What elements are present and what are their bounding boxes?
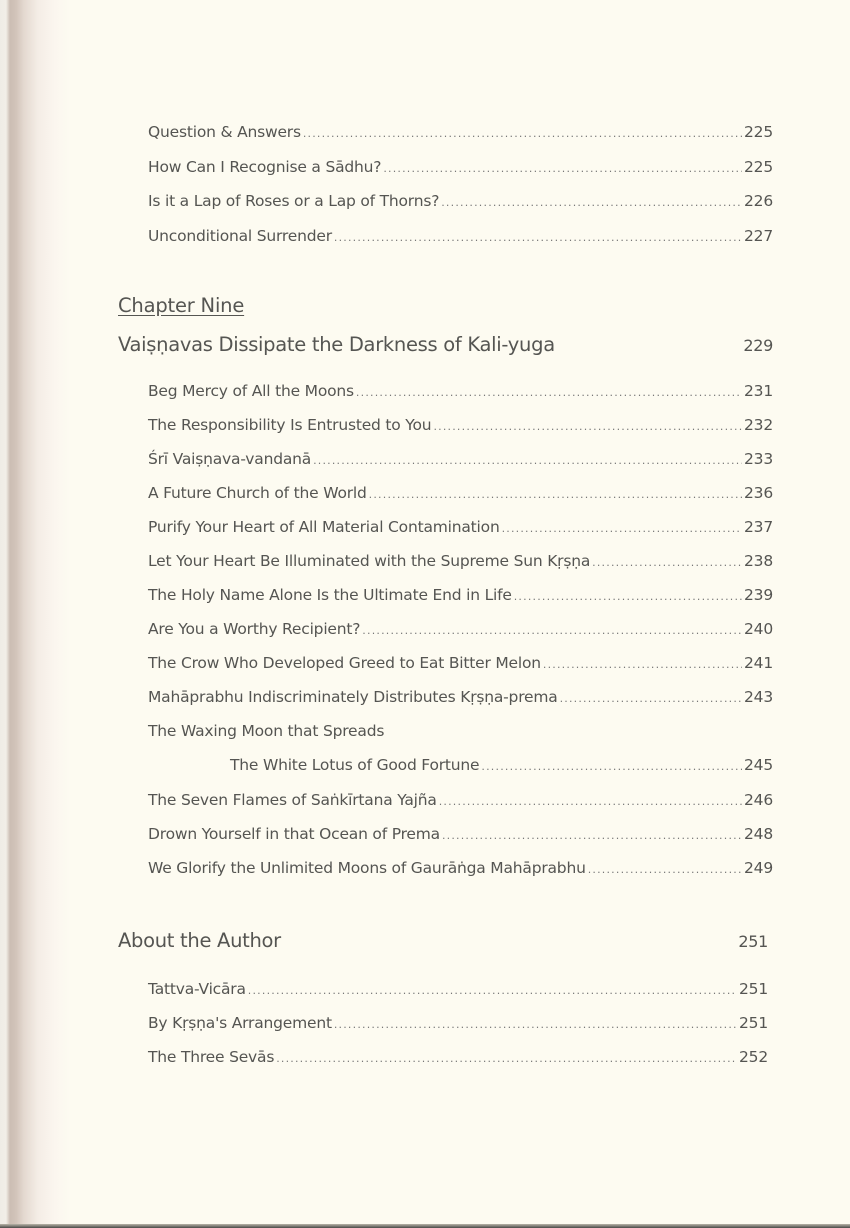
dot-leader <box>441 196 742 209</box>
toc-entry[interactable] <box>148 1048 768 1072</box>
toc-entry-title: Drown Yourself in that Ocean of Prema <box>148 825 440 843</box>
dot-leader <box>369 488 742 501</box>
toc-entry-title: By Kṛṣṇa's Arrangement <box>148 1014 332 1032</box>
toc-entry[interactable] <box>148 825 773 849</box>
chapter-heading[interactable] <box>118 333 773 356</box>
about-author-heading[interactable] <box>118 929 768 952</box>
toc-entry-page: 237 <box>744 518 773 536</box>
toc-entry-title: Is it a Lap of Roses or a Lap of Thorns? <box>148 192 440 210</box>
toc-entry[interactable] <box>148 791 773 815</box>
toc-entry[interactable] <box>148 688 773 712</box>
dot-leader <box>433 420 742 433</box>
toc-entry[interactable] <box>148 654 773 678</box>
toc-entry[interactable] <box>148 484 773 508</box>
toc-entry-page: 251 <box>739 1014 768 1032</box>
toc-entry-page: 239 <box>744 586 773 604</box>
dot-leader <box>439 795 742 808</box>
toc-entry-page: 251 <box>739 980 768 998</box>
toc-entry-page: 227 <box>744 227 773 245</box>
toc-entry-page: 245 <box>744 756 773 774</box>
toc-entry-page: 225 <box>744 158 773 176</box>
toc-entry[interactable] <box>148 552 773 576</box>
toc-entry-title: How Can I Recognise a Sādhu? <box>148 158 382 176</box>
toc-entry[interactable] <box>148 859 773 883</box>
dot-leader <box>276 1052 737 1065</box>
section-title: About the Author <box>118 929 281 952</box>
toc-entry-page: 226 <box>744 192 773 210</box>
dot-leader <box>334 1018 737 1031</box>
toc-entry-page: 252 <box>739 1048 768 1066</box>
toc-entry[interactable] <box>148 416 773 440</box>
page-bottom-edge <box>0 1224 850 1228</box>
toc-entry[interactable] <box>148 158 773 182</box>
toc-entry-title: Tattva-Vicāra <box>148 980 246 998</box>
toc-entry-multiline-second[interactable] <box>230 756 773 780</box>
dot-leader <box>481 760 742 773</box>
toc-entry-title: The Responsibility Is Entrusted to You <box>148 416 432 434</box>
section-page: 251 <box>738 932 768 951</box>
chapter-page: 229 <box>743 336 773 355</box>
toc-entry-page: 249 <box>744 859 773 877</box>
toc-entry[interactable] <box>148 980 768 1004</box>
dot-leader <box>303 127 742 140</box>
dot-leader <box>383 162 742 175</box>
toc-entry[interactable] <box>148 382 773 406</box>
toc-entry-title: The White Lotus of Good Fortune <box>230 756 480 774</box>
toc-entry[interactable] <box>148 192 773 216</box>
toc-entry[interactable] <box>148 227 773 251</box>
toc-entry[interactable] <box>148 586 773 610</box>
toc-entry-title: Purify Your Heart of All Material Contamination <box>148 518 500 536</box>
toc-entry-title: Unconditional Surrender <box>148 227 332 245</box>
toc-entry-title: Are You a Worthy Recipient? <box>148 620 361 638</box>
toc-entry-title: The Holy Name Alone Is the Ultimate End in Life <box>148 586 512 604</box>
toc-entry-page: 248 <box>744 825 773 843</box>
toc-entry-title: Mahāprabhu Indiscriminately Distributes Kṛṣṇa-prema <box>148 688 558 706</box>
toc-entry-page: 232 <box>744 416 773 434</box>
dot-leader <box>502 522 742 535</box>
toc-entry[interactable] <box>148 450 773 474</box>
toc-entry-page: 243 <box>744 688 773 706</box>
toc-entry-title: A Future Church of the World <box>148 484 367 502</box>
dot-leader <box>248 984 737 997</box>
toc-entry[interactable] <box>148 518 773 542</box>
toc-entry-title: The Seven Flames of Saṅkīrtana Yajña <box>148 791 437 809</box>
dot-leader <box>313 454 742 467</box>
toc-entry-title: Śrī Vaiṣṇava-vandanā <box>148 450 312 468</box>
dot-leader <box>514 590 742 603</box>
toc-entry-page: 231 <box>744 382 773 400</box>
toc-entry-page: 240 <box>744 620 773 638</box>
dot-leader <box>334 231 742 244</box>
toc-entry[interactable] <box>148 1014 768 1038</box>
toc-entry-title: The Three Sevās <box>148 1048 275 1066</box>
chapter-label: Chapter Nine <box>118 294 245 317</box>
toc-entry-title: Question & Answers <box>148 123 301 141</box>
book-gutter-shadow <box>0 0 70 1228</box>
toc-entry-multiline-first[interactable] <box>148 722 773 746</box>
chapter-title: Vaiṣṇavas Dissipate the Darkness of Kali-yuga <box>118 333 555 356</box>
dot-leader <box>356 386 742 399</box>
toc-entry-page: 233 <box>744 450 773 468</box>
toc-entry-title: Beg Mercy of All the Moons <box>148 382 354 400</box>
dot-leader <box>543 658 742 671</box>
toc-entry-page: 225 <box>744 123 773 141</box>
toc-entry[interactable] <box>148 620 773 644</box>
dot-leader <box>588 863 742 876</box>
dot-leader <box>442 829 742 842</box>
toc-entry-page: 241 <box>744 654 773 672</box>
toc-entry-page: 236 <box>744 484 773 502</box>
toc-entry[interactable] <box>148 123 773 147</box>
toc-entry-title: Let Your Heart Be Illuminated with the Supreme Sun Kṛṣṇa <box>148 552 591 570</box>
toc-entry-title: We Glorify the Unlimited Moons of Gaurāṅga Mahāprabhu <box>148 859 586 877</box>
toc-entry-title: The Crow Who Developed Greed to Eat Bitter Melon <box>148 654 541 672</box>
dot-leader <box>592 556 742 569</box>
toc-entry-page: 238 <box>744 552 773 570</box>
toc-entry-title: The Waxing Moon that Spreads <box>148 722 385 740</box>
dot-leader <box>362 624 742 637</box>
toc-entry-page: 246 <box>744 791 773 809</box>
dot-leader <box>560 692 742 705</box>
